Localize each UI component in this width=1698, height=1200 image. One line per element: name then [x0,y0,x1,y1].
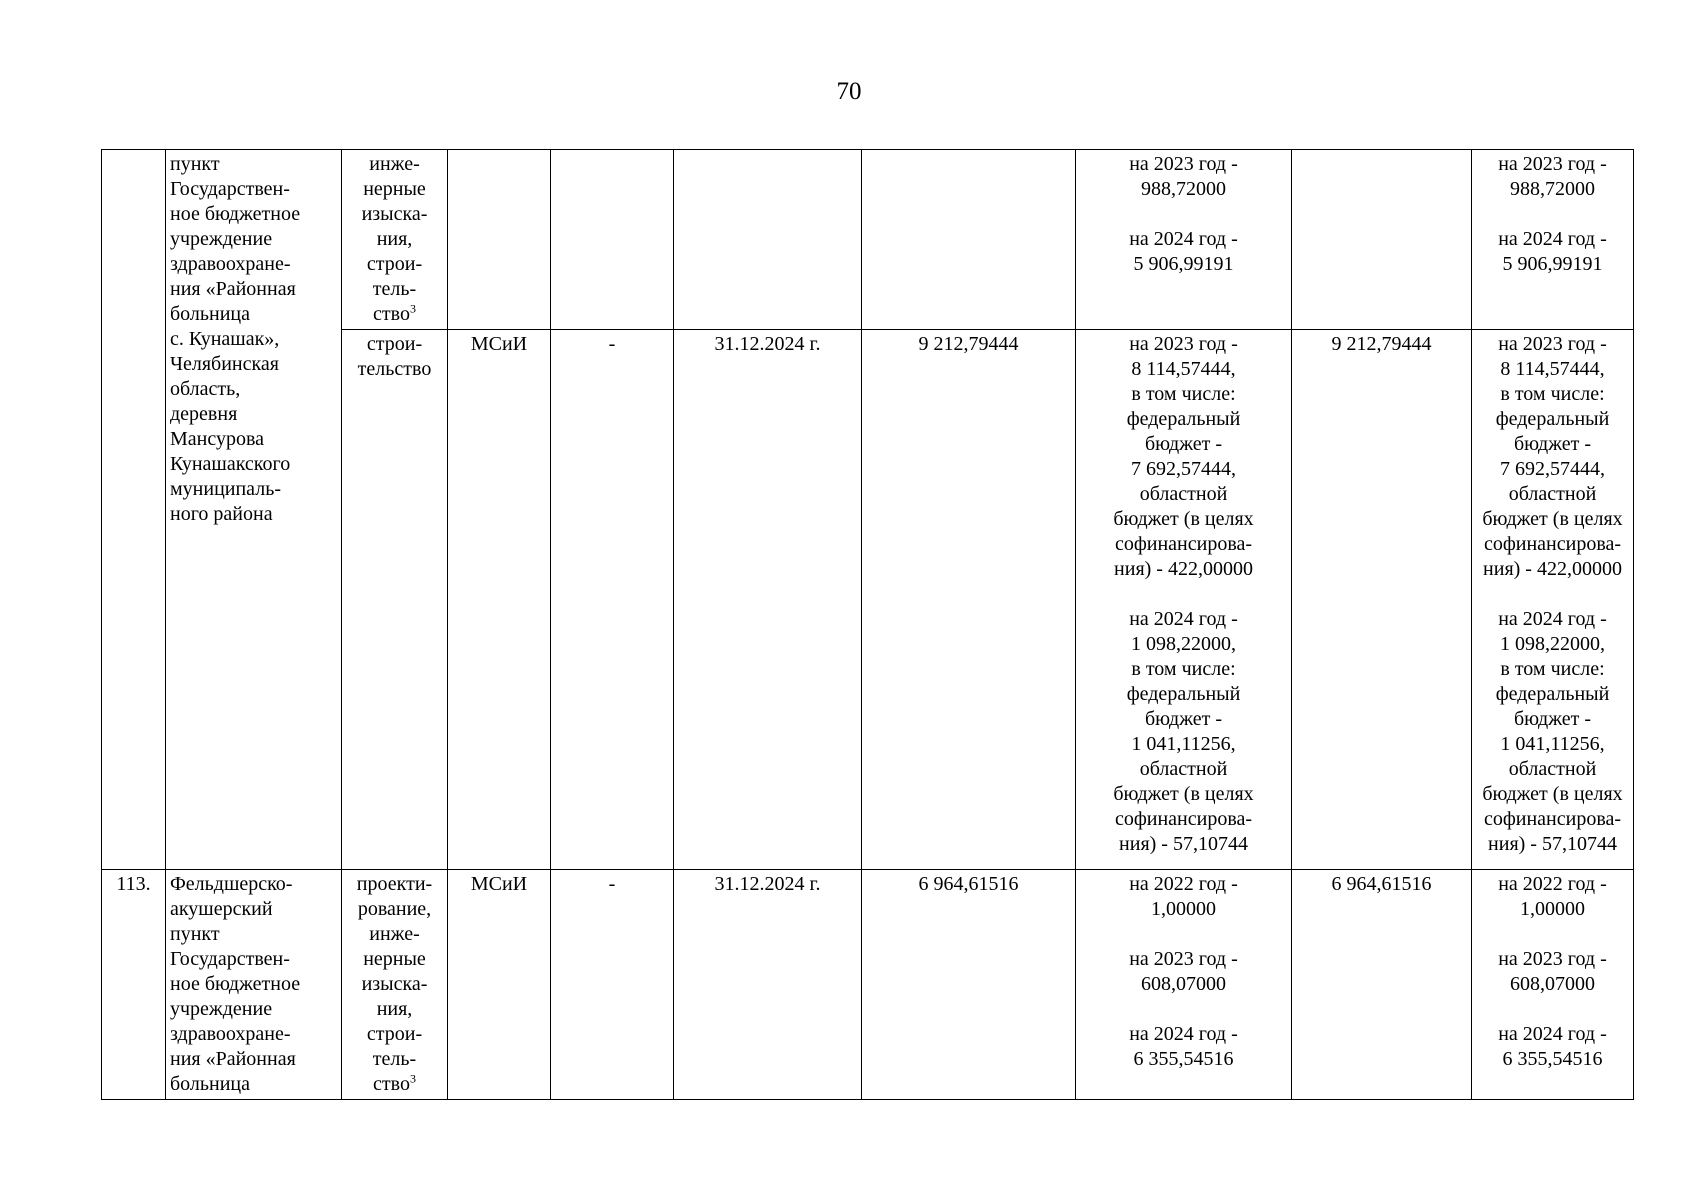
footnote-mark: 3 [409,301,416,316]
table-row [102,870,1634,1100]
funding-cell: на 2022 год - 1,00000 на 2023 год - 608,07000 на 2024 год - 6 355,54516 [1076,870,1292,1100]
cost-cell: 9 212,79444 [862,330,1076,870]
object-name-cell: пункт Государствен- ное бюджетное учреждение здравоохране- ния «Районная больница с. Кунашак», Челябинская область, деревня Мансурова Кунашакского муниципаль- ного района [166,150,342,870]
table-row [102,150,1634,330]
footnote-mark: 3 [409,1071,416,1086]
row-number-cell: 113. [102,870,166,1100]
limit-cell [1292,150,1472,330]
investment-objects-table [101,149,1634,1100]
work-type-cell [342,150,448,330]
capacity-cell: - [551,330,674,870]
limit-cell: 9 212,79444 [1292,330,1472,870]
object-name-cell: Фельдшерско- акушерский пункт Государствен- ное бюджетное учреждение здравоохране- ния «Районная больница [166,870,342,1100]
page-number: 70 [836,78,862,105]
work-type-cell [342,330,448,870]
work-type-text: проекти- рование, инже- нерные изыска- ния, строи- тель- ство [356,873,433,1095]
capacity-cell [551,150,674,330]
funding-cell: на 2023 год - 8 114,57444, в том числе: федеральный бюджет - 7 692,57444, областной бюджет (в целях софинансирова- ния) - 422,00000 на 2024 год - 1 098,22000, в том числе: федеральный бюджет - 1 041,11256, областной бюджет (в целях софинансирова- ния) - 57,10744 [1076,330,1292,870]
funding-cell: на 2023 год - 988,72000 на 2024 год - 5 906,99191 [1076,150,1292,330]
work-type-text: строи- тельство [357,333,432,380]
limit-years-cell: на 2023 год - 988,72000 на 2024 год - 5 906,99191 [1472,150,1634,330]
customer-cell: МСиИ [448,870,551,1100]
deadline-cell [674,150,862,330]
deadline-cell: 31.12.2024 г. [674,870,862,1100]
cost-cell [862,150,1076,330]
limit-cell: 6 964,61516 [1292,870,1472,1100]
customer-cell [448,150,551,330]
limit-years-cell: на 2023 год - 8 114,57444, в том числе: федеральный бюджет - 7 692,57444, областной бюджет (в целях софинансирова- ния) - 422,00000 на 2024 год - 1 098,22000, в том числе: федеральный бюджет - 1 041,11256, областной бюджет (в целях софинансирова- ния) - 57,10744 [1472,330,1634,870]
deadline-cell: 31.12.2024 г. [674,330,862,870]
work-type-cell [342,870,448,1100]
cost-cell: 6 964,61516 [862,870,1076,1100]
capacity-cell: - [551,870,674,1100]
work-type-text: инже- нерные изыска- ния, строи- тель- ство [361,153,428,325]
limit-years-cell: на 2022 год - 1,00000 на 2023 год - 608,07000 на 2024 год - 6 355,54516 [1472,870,1634,1100]
row-number-cell [102,150,166,870]
customer-cell: МСиИ [448,330,551,870]
